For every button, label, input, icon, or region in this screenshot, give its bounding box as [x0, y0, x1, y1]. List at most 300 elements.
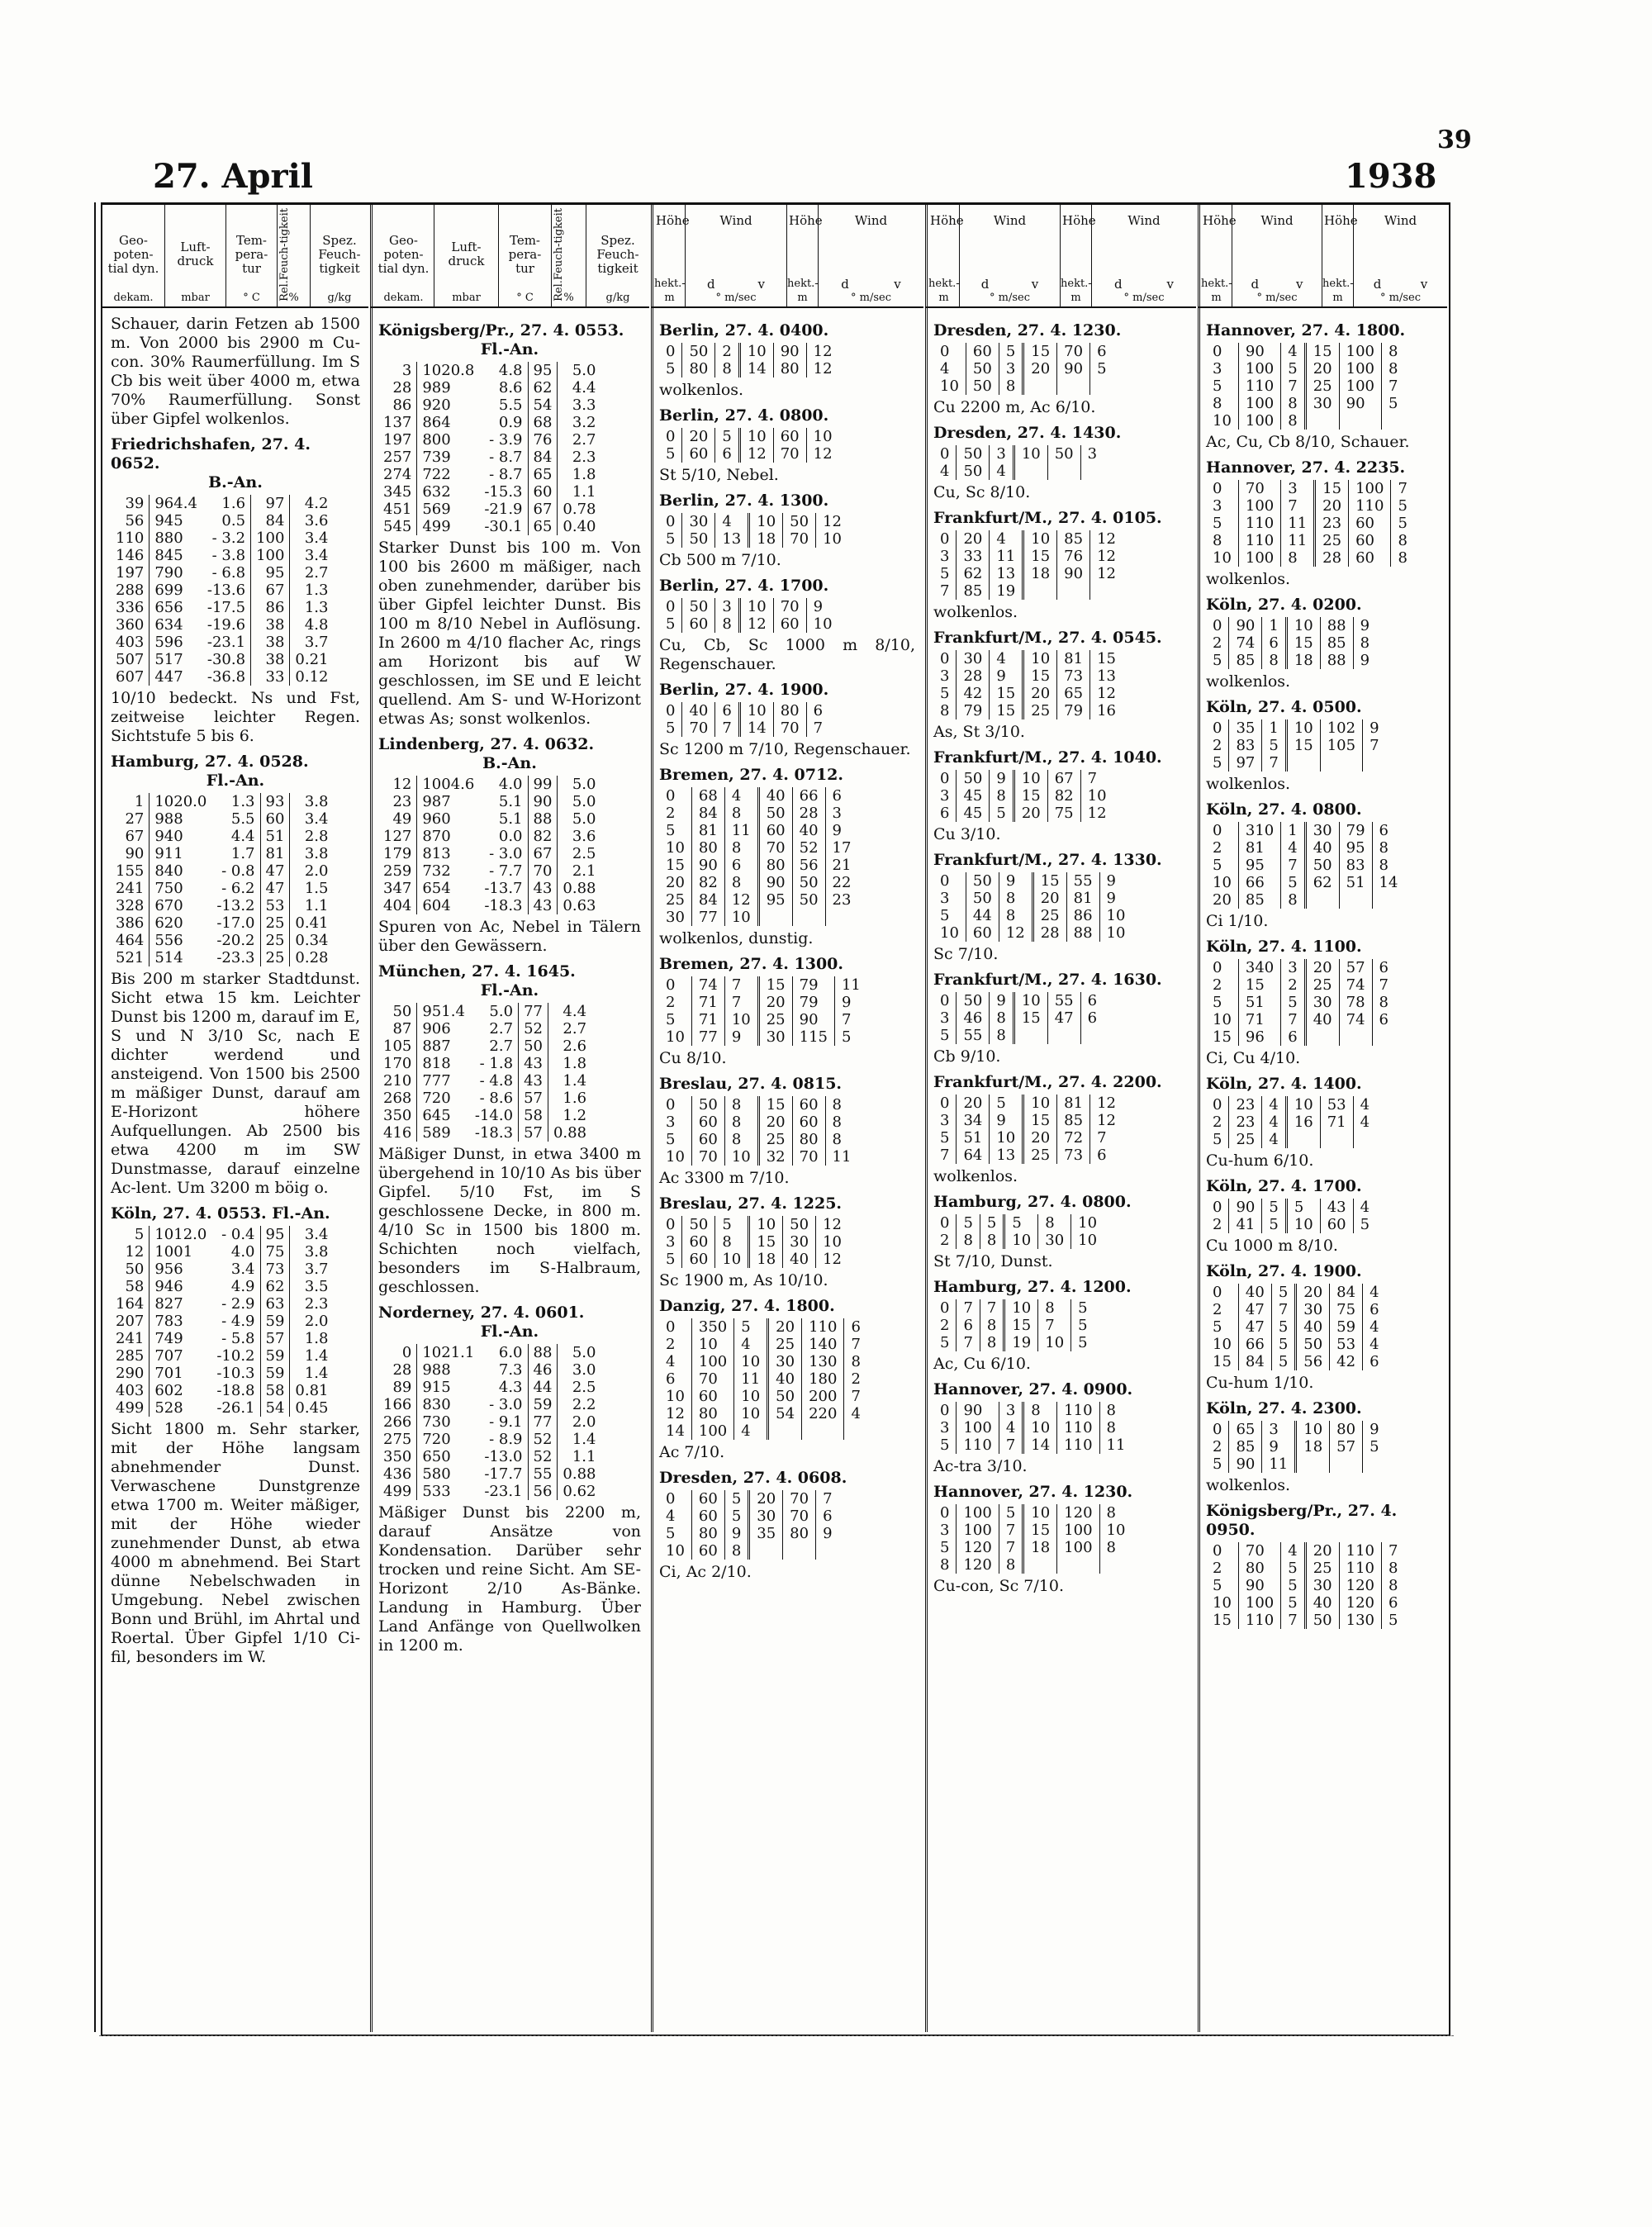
table-cell: -23.1	[202, 634, 251, 651]
table-cell: 749	[154, 1330, 183, 1347]
table-cell: 645	[422, 1107, 451, 1124]
table-cell: 12	[823, 1251, 842, 1268]
table-cell: 5	[1271, 1318, 1295, 1336]
table-cell: 12	[823, 1216, 842, 1233]
station-title: Dresden, 27. 4. 1230.	[933, 321, 1122, 340]
table-cell: 0.0	[479, 828, 528, 845]
table-cell: 12	[378, 776, 417, 793]
table-cell: 3.4	[304, 529, 329, 547]
table-row	[933, 548, 1123, 565]
table-cell: 55	[1066, 872, 1099, 890]
table-cell: 75	[1047, 805, 1080, 822]
table-cell: 82	[691, 874, 724, 891]
station-note: 10/10 bedeckt. Ns und Fst, zeitweise leichter Regen. Sichtstufe 5 bis 6.	[111, 689, 360, 745]
table-cell: 2.1	[572, 862, 596, 880]
table-cell: 17	[832, 839, 852, 857]
table-cell: 9	[1360, 617, 1370, 634]
table-row	[378, 1379, 601, 1396]
table-cell: 70	[1238, 480, 1280, 497]
table-row	[1206, 1011, 1395, 1028]
table-cell: 28	[378, 379, 417, 396]
table-cell: 28	[1032, 924, 1066, 942]
table-cell: 3.4	[304, 810, 329, 828]
table-cell: 20	[758, 994, 792, 1011]
header-wind-speed: v	[1031, 277, 1039, 292]
header-wind-label: Wind	[1260, 213, 1294, 228]
table-row	[111, 1278, 334, 1295]
table-cell: 40	[1305, 839, 1339, 857]
table-cell: 0	[659, 428, 682, 445]
table-cell: 64	[957, 1147, 990, 1164]
table-cell: 60	[966, 924, 999, 942]
table-cell: 5	[659, 1131, 691, 1148]
table-cell: 38	[251, 616, 290, 634]
table-cell: 25	[1023, 1147, 1057, 1164]
station-title: Danzig, 27. 4. 1800.	[659, 1297, 835, 1315]
table-cell: 27	[111, 810, 150, 828]
table-cell: 5	[1206, 754, 1229, 772]
table-cell: 2	[1206, 1301, 1238, 1318]
table-cell: 5	[1360, 1216, 1370, 1233]
table-cell: 2.8	[304, 828, 329, 845]
table-cell: 864	[422, 414, 451, 431]
table-cell: 1.4	[304, 1347, 329, 1365]
table-cell: 15	[1023, 1112, 1057, 1129]
table-row	[659, 1028, 867, 1046]
table-cell: 80	[691, 839, 724, 857]
table-row	[378, 880, 601, 897]
table-cell: 3	[933, 890, 966, 907]
header-wind	[819, 202, 923, 306]
table-cell: 86	[1066, 907, 1099, 924]
table-cell: 274	[378, 466, 417, 483]
table-cell: 79	[1057, 702, 1090, 719]
table-row	[111, 1330, 334, 1347]
table-cell: 18	[749, 530, 783, 548]
station-title: Berlin, 27. 4. 1900.	[659, 681, 829, 699]
table-cell: 20	[659, 874, 691, 891]
table-cell: 60	[1320, 1216, 1353, 1233]
table-cell: 528	[154, 1399, 183, 1417]
table-row	[933, 1009, 1104, 1027]
header-wind	[960, 202, 1061, 306]
table-cell: 6	[1281, 1028, 1305, 1046]
table-cell	[1363, 754, 1386, 772]
header-geopotential	[102, 202, 165, 306]
table-cell: 12	[1097, 685, 1116, 702]
table-cell: 73	[1057, 1147, 1090, 1164]
table-cell: 79	[792, 976, 834, 994]
table-row	[378, 379, 601, 396]
table-cell: 57	[1330, 1438, 1363, 1455]
table-row	[1206, 1216, 1376, 1233]
table-cell: 60	[758, 822, 792, 839]
station-title: Königsberg/Pr., 27. 4. 0553.	[378, 321, 624, 340]
table-row	[111, 1399, 334, 1417]
table-cell: 30	[768, 1353, 802, 1370]
table-cell: 67	[528, 845, 558, 862]
table-row	[933, 907, 1132, 924]
table-row	[378, 1483, 601, 1500]
table-cell: 33	[251, 668, 290, 686]
table-cell: 40	[1305, 1594, 1339, 1612]
table-cell: 12	[111, 1243, 150, 1261]
wind-table	[1206, 1284, 1386, 1370]
header-wind-unit: ° m/sec	[851, 292, 891, 304]
table-cell: 8	[1398, 532, 1408, 549]
table-cell: 10	[724, 909, 758, 926]
table-row	[111, 512, 334, 529]
table-row	[659, 513, 848, 530]
table-cell: 79	[1339, 822, 1372, 839]
wind-table	[933, 992, 1104, 1044]
table-cell: 32	[758, 1148, 792, 1166]
table-cell: 3.7	[304, 1261, 329, 1278]
table-row	[659, 1388, 867, 1405]
table-cell: 6	[1370, 1301, 1379, 1318]
table-row	[378, 362, 601, 379]
table-cell: 58	[519, 1107, 548, 1124]
table-cell	[1296, 1455, 1330, 1473]
table-cell: 120	[1339, 1594, 1381, 1612]
table-cell: 266	[378, 1413, 417, 1431]
table-cell: 25	[260, 914, 290, 932]
table-cell: 8	[933, 702, 957, 719]
table-cell: 60	[691, 1542, 724, 1560]
table-cell: 50	[966, 360, 999, 377]
table-cell: 739	[422, 449, 451, 466]
table-cell: 10	[734, 1353, 768, 1370]
table-row	[1206, 1612, 1404, 1629]
table-row	[378, 1055, 591, 1072]
wind-table	[933, 1402, 1132, 1454]
table-cell	[1353, 1131, 1376, 1148]
table-cell: 0.40	[563, 518, 596, 535]
table-cell: -36.8	[202, 668, 251, 686]
table-cell: 43	[519, 1072, 548, 1090]
header-geo-unit: dekam.	[113, 292, 154, 304]
table-cell: 22	[832, 874, 852, 891]
table-cell: 20	[1305, 1542, 1339, 1560]
table-cell: 210	[378, 1072, 417, 1090]
table-cell: 56	[1296, 1353, 1330, 1370]
table-cell: 59	[260, 1313, 290, 1330]
table-row	[1206, 1336, 1386, 1353]
table-cell: 8	[1379, 839, 1389, 857]
table-cell: 0	[1206, 480, 1238, 497]
header-wind-label: Wind	[719, 213, 752, 228]
wind-table	[1206, 1542, 1404, 1629]
table-cell: 10	[1023, 1504, 1057, 1522]
table-cell: 10	[749, 513, 783, 530]
table-cell: 350	[378, 1107, 417, 1124]
table-cell: 4.8	[304, 616, 329, 634]
table-cell: 50	[682, 598, 715, 615]
table-cell: 4.4	[572, 379, 596, 396]
table-cell: 83	[1229, 737, 1262, 754]
table-cell: 8	[933, 1556, 957, 1574]
table-cell: 95	[1339, 839, 1372, 857]
table-cell: 70	[773, 719, 806, 737]
table-cell: 60	[691, 1388, 733, 1405]
header-geo-unit: dekam.	[383, 292, 424, 304]
table-cell: 127	[378, 828, 417, 845]
station-title: Köln, 27. 4. 2300.	[1206, 1399, 1362, 1417]
wind-table	[659, 1096, 857, 1166]
table-cell: 84	[691, 891, 724, 909]
table-cell: 100	[251, 547, 290, 564]
table-row	[1206, 1096, 1376, 1114]
table-cell: 0	[1206, 1096, 1229, 1114]
table-cell: 670	[154, 897, 183, 914]
station-note: Spuren von Ac, Nebel in Tälern über den Gewässern.	[378, 918, 641, 955]
table-cell: 2	[1206, 1114, 1229, 1131]
table-cell: 8	[1023, 1402, 1057, 1419]
table-cell: 100	[1349, 480, 1391, 497]
table-cell	[1320, 754, 1362, 772]
table-cell: 5	[659, 1011, 691, 1028]
table-cell: 3.2	[572, 414, 596, 431]
table-row	[378, 897, 601, 914]
table-cell: 1	[1281, 822, 1305, 839]
table-cell: 179	[378, 845, 417, 862]
table-row	[378, 845, 601, 862]
table-row	[1206, 1199, 1376, 1216]
ascent-table	[111, 1226, 334, 1417]
header-height	[654, 202, 690, 306]
table-cell: 80	[773, 702, 806, 719]
table-cell: 0	[659, 787, 691, 805]
table-row	[933, 445, 1104, 463]
table-row	[933, 1112, 1123, 1129]
table-cell: 5	[933, 907, 966, 924]
table-cell: 10	[1206, 549, 1238, 567]
table-cell: 70	[691, 1370, 733, 1388]
table-cell: 656	[154, 599, 183, 616]
table-cell: 55	[957, 1027, 990, 1044]
table-row	[1206, 497, 1414, 515]
table-cell: 15	[1206, 1612, 1238, 1629]
table-cell: 90	[111, 845, 150, 862]
table-cell: 5	[1281, 994, 1305, 1011]
table-cell: 3	[659, 1114, 691, 1131]
table-cell: 3.8	[304, 793, 329, 810]
table-cell: 5	[1281, 874, 1305, 891]
table-row	[378, 828, 601, 845]
table-cell: 4.3	[479, 1379, 528, 1396]
table-cell: 3.0	[572, 1361, 596, 1379]
station-note: Bis 200 m starker Stadtdunst. Sicht etwa 15 km. Leichter Dunst bis 1200 m, darauf im E, S und N 3/10 Sc, nach E dichter werdend und ansteigend. Von 1500 bis 2500 m mäßiger Dunst, darauf am E-Horizont höhere Aufquellungen. Ab 2500 bis etwa 4200 m im SW Dunstmasse, darauf einzelne Ac-lent. Um 3200 m böig o.	[111, 970, 360, 1197]
table-cell: 3	[1262, 1421, 1296, 1438]
table-cell: - 3.0	[479, 845, 528, 862]
table-cell: 10	[739, 343, 773, 360]
table-cell: 50	[682, 343, 715, 360]
table-cell: 10	[659, 1542, 691, 1560]
table-cell: 5	[715, 1216, 749, 1233]
table-cell: 6	[1379, 1011, 1389, 1028]
table-row	[111, 1365, 334, 1382]
table-cell: 0	[933, 1402, 957, 1419]
table-cell: 81	[1057, 650, 1090, 667]
table-row	[659, 719, 829, 737]
table-row	[111, 914, 334, 932]
table-cell: 2.0	[304, 1313, 329, 1330]
table-cell: 71	[691, 994, 724, 1011]
table-cell: 197	[378, 431, 417, 449]
table-cell	[1047, 463, 1080, 480]
table-cell: 5	[659, 822, 691, 839]
table-cell: 12	[1097, 1095, 1116, 1112]
header-p-unit: mbar	[452, 292, 481, 304]
station-note: Cu 1000 m 8/10.	[1206, 1237, 1338, 1255]
table-row	[933, 360, 1113, 377]
table-cell: 58	[111, 1278, 150, 1295]
table-cell: 3	[1281, 480, 1315, 497]
table-cell: 1.4	[572, 1431, 596, 1448]
table-cell: 0	[933, 1214, 957, 1232]
table-cell: 2.6	[563, 1038, 587, 1055]
table-cell: 47	[1047, 1009, 1080, 1027]
table-cell: 10	[1106, 1522, 1126, 1539]
table-cell: 10	[691, 1336, 733, 1353]
table-cell: 70	[773, 598, 806, 615]
table-cell: 7	[1281, 497, 1315, 515]
wind-table	[933, 1214, 1104, 1249]
station-title: Breslau, 27. 4. 1225.	[659, 1194, 843, 1213]
station-title: Berlin, 27. 4. 0400.	[659, 321, 829, 340]
table-row	[378, 431, 601, 449]
table-cell: 5	[1206, 857, 1238, 874]
table-cell: 40	[783, 1251, 816, 1268]
table-cell: 88	[1320, 617, 1353, 634]
table-row	[933, 667, 1123, 685]
header-height-unit: hekt.- m	[1061, 278, 1092, 304]
table-row	[111, 880, 334, 897]
table-row	[659, 1525, 839, 1542]
table-row	[378, 1020, 591, 1038]
header-geo-label: Geo-poten-tial dyn.	[107, 232, 159, 276]
table-row	[378, 1072, 591, 1090]
table-cell: 50	[1305, 857, 1339, 874]
table-cell: 6	[1087, 992, 1098, 1009]
station-note: Ac-tra 3/10.	[933, 1457, 1028, 1475]
table-cell: 9	[990, 770, 1014, 787]
table-cell: 699	[154, 582, 183, 599]
table-cell: 50	[966, 890, 999, 907]
table-cell: 30	[783, 1233, 816, 1251]
table-cell: 6	[659, 1370, 691, 1388]
table-cell: 10	[724, 1148, 758, 1166]
table-cell: 8	[724, 1542, 748, 1560]
table-cell: 10	[659, 1388, 691, 1405]
table-cell: 87	[378, 1020, 417, 1038]
table-row	[659, 909, 857, 926]
table-cell: 220	[802, 1405, 844, 1422]
table-cell: 67	[111, 828, 150, 845]
table-cell: 0.81	[295, 1382, 329, 1399]
table-cell: - 8.7	[479, 466, 528, 483]
table-cell: 20	[957, 1095, 990, 1112]
table-cell: 56	[111, 512, 150, 529]
header-wind-dir: d	[1251, 277, 1260, 292]
table-cell: 15	[1238, 976, 1280, 994]
header-wind-unit: ° m/sec	[1380, 292, 1421, 304]
table-cell: 813	[422, 845, 451, 862]
table-cell: 80	[1238, 1560, 1280, 1577]
table-cell: 7	[1398, 480, 1408, 497]
table-cell: 1	[1262, 719, 1286, 737]
table-cell: 800	[422, 431, 451, 449]
table-cell: 720	[422, 1090, 451, 1107]
table-cell	[1286, 1131, 1320, 1148]
table-cell: 3.7	[304, 634, 329, 651]
station-title: Hannover, 27. 4. 1800.	[1206, 321, 1406, 340]
table-cell: 10	[1106, 907, 1126, 924]
table-row	[933, 924, 1132, 942]
table-cell: 4	[659, 1353, 691, 1370]
table-row	[1206, 839, 1404, 857]
table-cell: 44	[528, 1379, 558, 1396]
table-cell: 70	[691, 1148, 724, 1166]
table-cell	[1372, 891, 1404, 909]
table-cell: 84	[1330, 1284, 1363, 1301]
table-cell: 57	[1339, 959, 1372, 976]
table-cell: 40	[1296, 1318, 1330, 1336]
table-row	[1206, 857, 1404, 874]
table-cell: 0.88	[553, 1124, 587, 1142]
table-cell: 7	[851, 1388, 861, 1405]
table-row	[933, 992, 1104, 1009]
table-cell: 0.63	[563, 897, 596, 914]
table-cell: 2	[1206, 634, 1229, 652]
station-note: Cb 9/10.	[933, 1047, 1001, 1066]
table-cell: 5	[1206, 377, 1238, 395]
table-cell: 39	[111, 495, 150, 512]
table-cell: 15	[1014, 1009, 1047, 1027]
table-cell: 110	[802, 1318, 844, 1336]
table-cell: 8	[1388, 1577, 1398, 1594]
table-cell: 80	[682, 360, 715, 377]
table-cell: 25	[1229, 1131, 1262, 1148]
table-row	[111, 634, 334, 651]
table-cell: 72	[1057, 1129, 1090, 1147]
table-cell: 11	[1106, 1436, 1126, 1454]
table-cell: 14	[659, 1422, 691, 1440]
table-cell: 10	[1206, 1594, 1238, 1612]
header-height-label: Höhe	[1062, 213, 1096, 228]
table-cell: 42	[957, 685, 990, 702]
wind-table	[933, 650, 1123, 719]
station-subtitle: B.-An.	[482, 754, 537, 772]
table-cell: 1.6	[563, 1090, 587, 1107]
table-cell: 945	[154, 512, 183, 529]
table-cell: 946	[154, 1278, 183, 1295]
table-cell: 10	[1023, 530, 1057, 548]
station-note: Starker Dunst bis 100 m. Von 100 bis 2600 m mäßiger, nach oben zunehmender, darüber bis über Gipfel leichter Dunst. Bis 100 m 8/10 Nebel in Auflösung. In 2600 m 4/10 flacher Ac, rings am Horizont bis auf W geschlossen, im SE und E leicht quellend. Am S- und W-Horizont etwas As; sonst wolkenlos.	[378, 539, 641, 728]
table-cell: 16	[1097, 702, 1116, 719]
table-cell: 30	[1305, 395, 1339, 412]
table-cell: 115	[792, 1028, 834, 1046]
table-cell: 15	[1286, 634, 1320, 652]
table-row	[659, 702, 829, 719]
table-cell: 89	[378, 1379, 417, 1396]
table-cell	[1057, 377, 1090, 395]
table-cell: 8	[990, 787, 1014, 805]
table-cell: 85	[1238, 891, 1280, 909]
table-cell: -17.0	[211, 914, 260, 932]
table-cell: 7	[1281, 1011, 1305, 1028]
table-cell: 50	[966, 872, 999, 890]
